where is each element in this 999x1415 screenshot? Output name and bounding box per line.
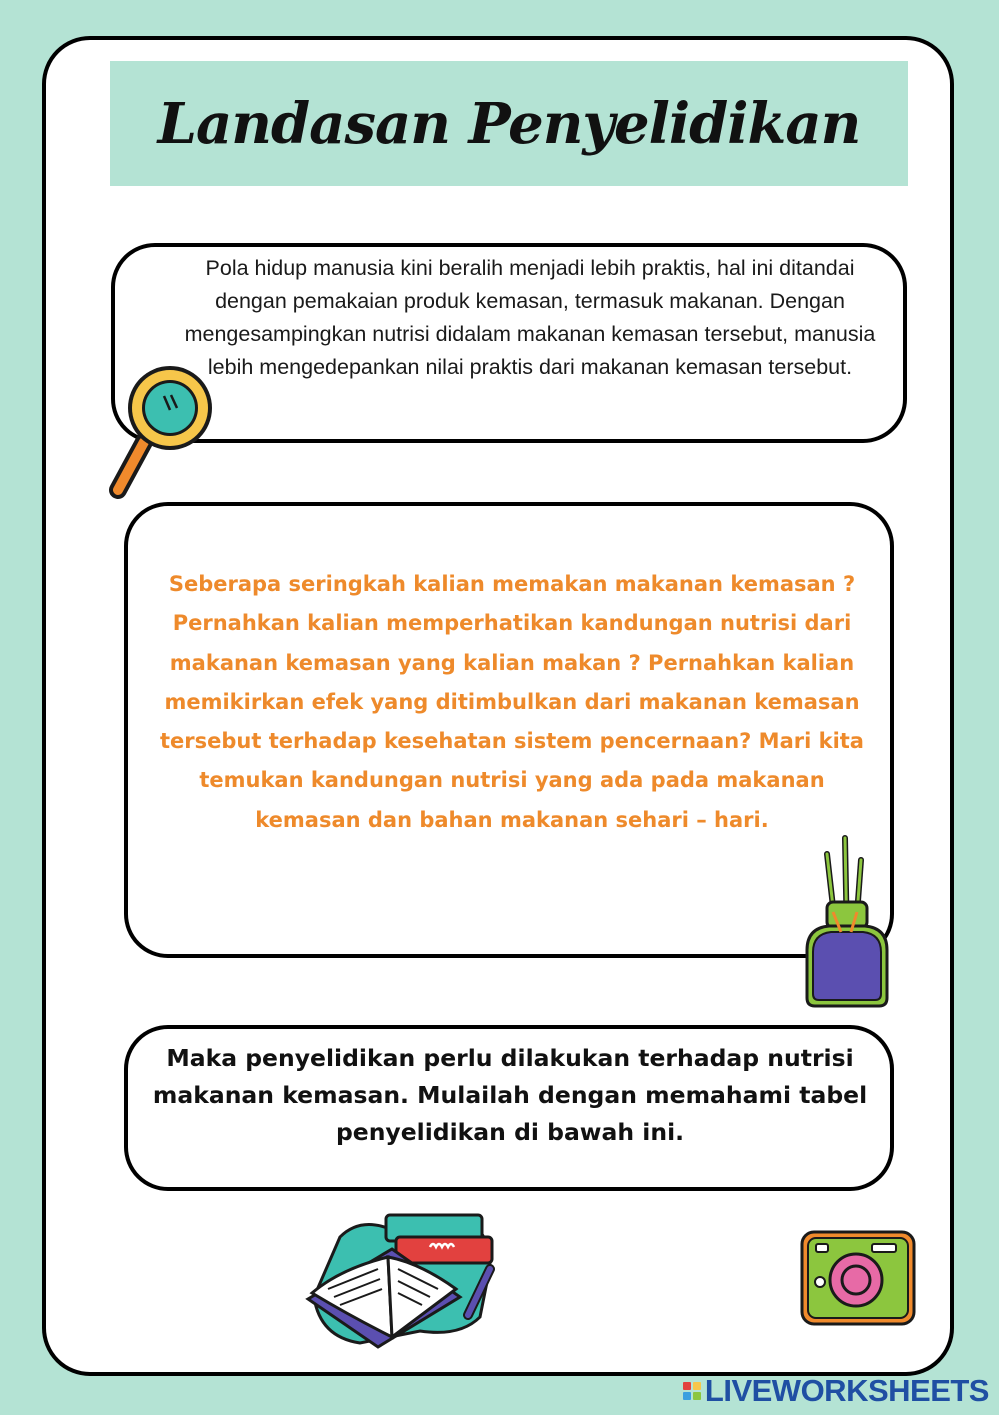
liveworksheets-watermark [683, 1373, 989, 1409]
liveworksheets-logo-icon [683, 1382, 701, 1400]
watermark-text: LIVEWORKSHEETS [704, 1373, 989, 1408]
magnifier-icon [104, 362, 224, 504]
books-icon [300, 1207, 504, 1351]
conclusion-text: Maka penyelidikan perlu dilakukan terhadap nutrisi makanan kemasan. Mulailah dengan memahami tabel penyelidikan di bawah ini. [152, 1044, 868, 1146]
vase-icon [797, 832, 897, 1012]
camera-icon [798, 1224, 918, 1328]
intro-text: Pola hidup manusia kini beralih menjadi lebih praktis, hal ini ditandai dengan pemakaian produk kemasan, termasuk makanan. Dengan mengesampingkan nutrisi didalam makanan kemasan tersebut, manusia lebih mengedepankan nilai praktis dari makanan kemasan tersebut. [184, 256, 876, 379]
title-banner [110, 61, 908, 186]
question-text: Seberapa seringkah kalian memakan makanan kemasan ? Pernahkan kalian memperhatikan kandungan nutrisi dari makanan kemasan yang kalian makan ? Pernahkan kalian memikirkan efek yang ditimbulkan dari makanan kemasan tersebut terhadap kesehatan sistem pencernaan? Mari kita temukan kandungan nutrisi yang ada pada makanan kemasan dan bahan makanan sehari – hari. [160, 572, 864, 832]
page-title: Landasan Penyelidikan [157, 90, 861, 157]
